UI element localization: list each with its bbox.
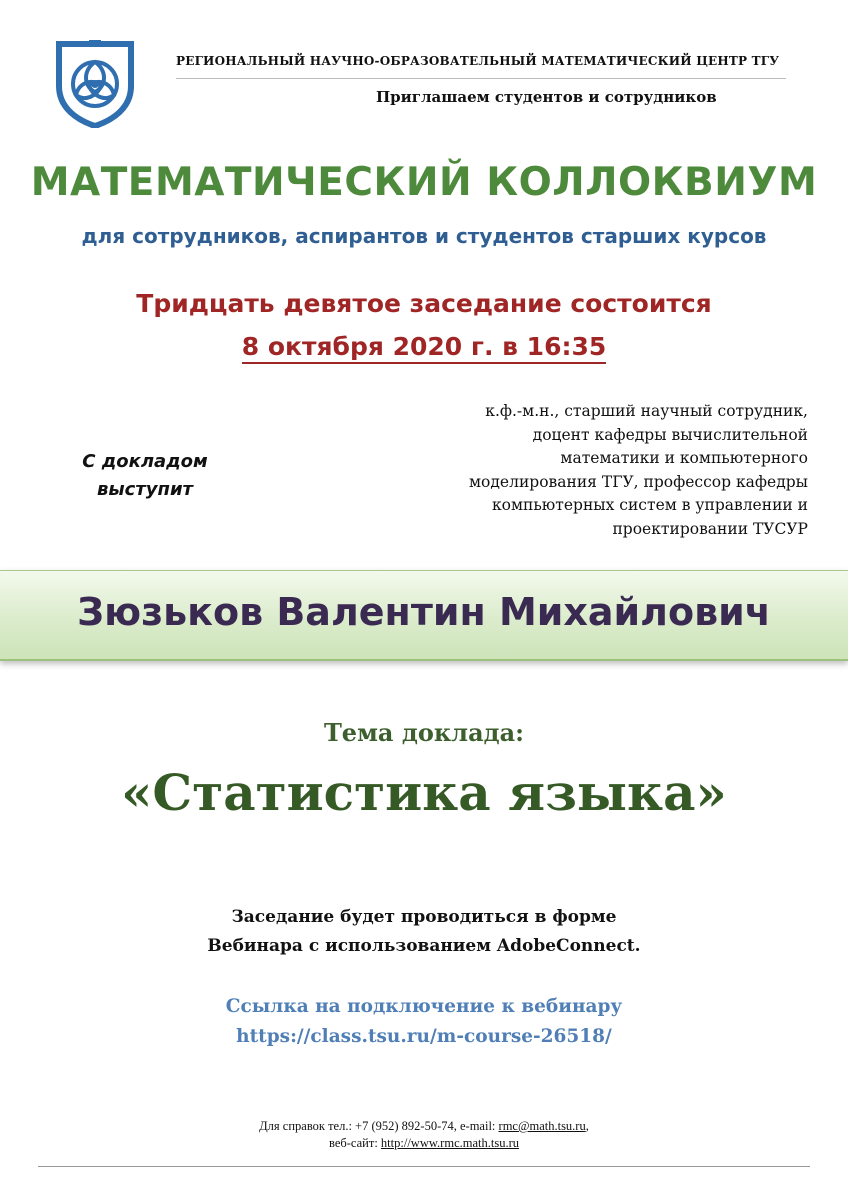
speaker-credentials bbox=[338, 400, 808, 541]
topic-title: «Статистика языка» bbox=[121, 763, 727, 822]
topic-label: Тема доклада: bbox=[323, 718, 525, 747]
organization-name: РЕГИОНАЛЬНЫЙ НАУЧНО-ОБРАЗОВАТЕЛЬНЫЙ МАТЕМАТИЧЕСКИЙ ЦЕНТР ТГУ bbox=[176, 54, 780, 68]
footer-website-link[interactable]: http://www.rmc.math.tsu.ru bbox=[380, 1136, 519, 1150]
event-date-row bbox=[0, 332, 848, 361]
footer-website bbox=[0, 1136, 848, 1151]
webinar-link-label: Ссылка на подключение к вебинару bbox=[225, 996, 623, 1017]
speaker-intro-line: С докладом bbox=[82, 451, 208, 472]
credential-line: доцент кафедры вычислительной bbox=[532, 425, 808, 444]
event-title: МАТЕМАТИЧЕСКИЙ КОЛЛОКВИУМ bbox=[30, 160, 818, 205]
invitation-text: Приглашаем студентов и сотрудников bbox=[376, 88, 717, 106]
rmc-tsu-shield-logo-icon bbox=[55, 40, 135, 128]
format-line: Заседание будет проводиться в форме bbox=[231, 907, 617, 927]
footer-contact bbox=[0, 1119, 848, 1134]
footer-email-link[interactable]: rmc@math.tsu.ru bbox=[498, 1119, 586, 1133]
event-date-time: 8 октября 2020 г. в 16:35 bbox=[242, 332, 607, 364]
credential-line: проектировании ТУСУР bbox=[612, 519, 808, 538]
credential-line: моделирования ТГУ, профессор кафедры bbox=[469, 472, 808, 491]
credential-line: к.ф.-м.н., старший научный сотрудник, bbox=[485, 402, 808, 420]
footer-contact-prefix: Для справок тел.: +7 (952) 892-50-74, e-mail: bbox=[259, 1119, 499, 1133]
credential-line: математики и компьютерного bbox=[560, 449, 808, 467]
footer-website-prefix: веб-сайт: bbox=[329, 1136, 381, 1150]
header-divider bbox=[176, 78, 786, 79]
speaker-intro bbox=[60, 448, 230, 504]
format-line: Вебинара с использованием AdobeConnect. bbox=[207, 936, 641, 956]
footer-divider bbox=[38, 1166, 810, 1167]
footer-contact-suffix: , bbox=[585, 1119, 589, 1133]
event-audience: для сотрудников, аспирантов и студентов старших курсов bbox=[81, 224, 767, 248]
speaker-name: Зюзьков Валентин Михайлович bbox=[77, 590, 771, 634]
webinar-link[interactable]: https://class.tsu.ru/m-course-26518/ bbox=[236, 1026, 612, 1047]
speaker-intro-line: выступит bbox=[97, 479, 193, 500]
session-announcement: Тридцать девятое заседание состоится bbox=[136, 289, 712, 318]
credential-line: компьютерных систем в управлении и bbox=[491, 496, 808, 514]
